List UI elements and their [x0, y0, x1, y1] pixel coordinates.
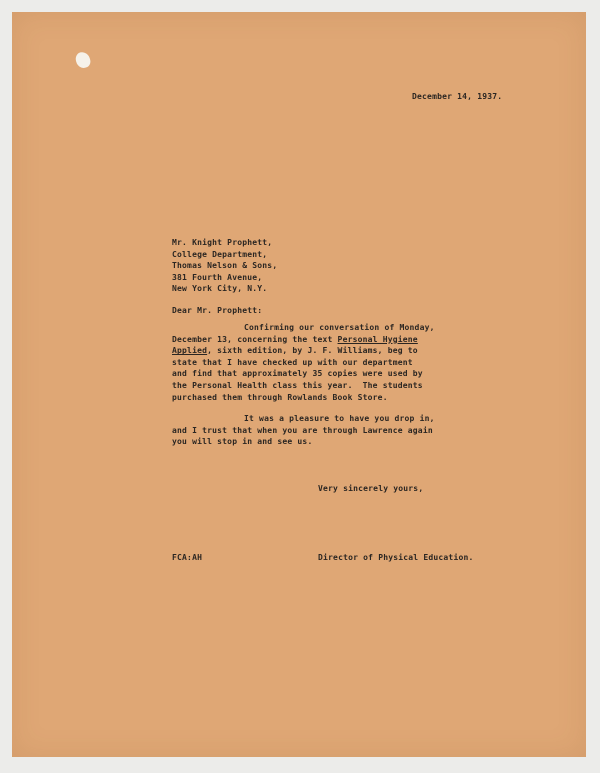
typist-initials: FCA:AH — [172, 553, 203, 562]
paragraph-line: the Personal Health class this year. The students — [172, 380, 423, 390]
address-line: Thomas Nelson & Sons, — [172, 261, 278, 271]
paragraph-line: and I trust that when you are through Lawrence again — [172, 425, 433, 435]
signature-title: Director of Physical Education. — [318, 553, 474, 562]
paragraph-line: Confirming our conversation of Monday, — [244, 323, 435, 332]
book-title: Personal Hygiene — [337, 334, 418, 344]
body-paragraph-1 — [172, 322, 435, 403]
address-line: Mr. Knight Prophett, — [172, 238, 273, 247]
salutation: Dear Mr. Prophett: — [172, 306, 263, 315]
closing: Very sincerely yours, — [318, 484, 424, 493]
address-line: New York City, N.Y. — [172, 284, 268, 294]
recipient-address — [172, 237, 277, 295]
paper-hole — [74, 50, 92, 69]
paragraph-line: state that I have checked up with our department — [172, 357, 413, 367]
address-line: College Department, — [172, 249, 268, 259]
paragraph-line: purchased them through Rowlands Book Store. — [172, 392, 388, 402]
paragraph-line: and find that approximately 35 copies were used by — [172, 369, 423, 379]
letter-date: December 14, 1937. — [412, 92, 503, 101]
address-line: 381 Fourth Avenue, — [172, 272, 263, 282]
paragraph-line: December 13, concerning the text — [172, 334, 338, 344]
body-paragraph-2 — [172, 413, 435, 448]
paragraph-line: , sixth edition, by J. F. Williams, beg to — [207, 346, 418, 356]
book-title: Applied — [172, 346, 208, 356]
paragraph-line: you will stop in and see us. — [172, 437, 313, 447]
paragraph-line: It was a pleasure to have you drop in, — [244, 414, 435, 423]
